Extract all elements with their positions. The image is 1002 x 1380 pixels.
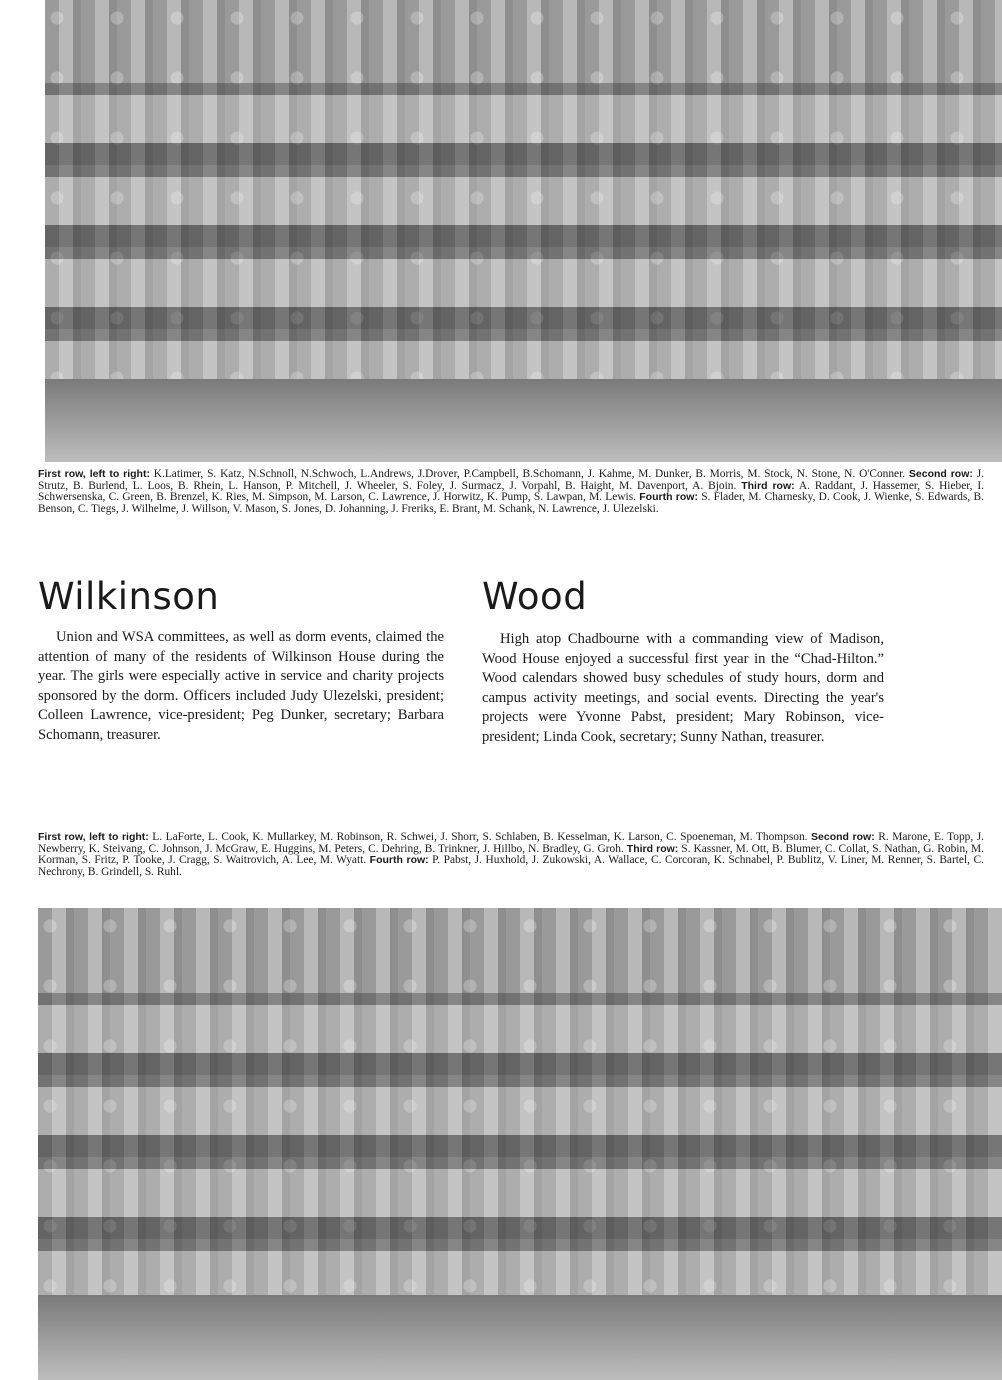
caption-label: First row, left to right: [38,468,150,480]
caption-label: Third row: [741,479,795,492]
caption-first-row: K.Latimer, S. Katz, N.Schnoll, N.Schwoch, L.Andrews, J.Drover, P.Campbell, B.Schomann, J. Kahme, M. Dunker, B. Morris, M. Stock, N. Stone, N. O'Conner. [149,468,906,480]
caption-second-row: J. Strutz, B. Burlend, L. Loos, B. Rhein, L. Hanson, P. Mitchell, J. Wheeler, S. Foley, J. Surmacz, J. Vorpahl, B. Haight, M. Davenport, A. Bjoin. [38,468,984,492]
wood-caption [38,832,984,878]
photo-floor [38,1295,1002,1380]
wood-group-photo [38,908,1002,1380]
caption-label: First row, left to right: [38,831,149,843]
wood-heading: Wood [482,575,588,618]
caption-fourth-row: S. Flader, M. Charnesky, D. Cook, J. Wienke, S. Edwards, B. Benson, C. Tiegs, J. Wilhelme, J. Willson, V. Mason, S. Jones, D. Johanning, J. Freriks, E. Brant, M. Schank, N. Lawrence, J. Ulezelski. [38,491,984,515]
wilkinson-group-photo [45,0,1002,462]
wilkinson-heading: Wilkinson [38,575,220,618]
caption-label: Third row: [626,842,679,855]
photo-floor [45,379,1002,462]
caption-label: Fourth row: [639,491,698,504]
wilkinson-body: Union and WSA committees, as well as dorm events, claimed the attention of many of the residents of Wilkinson House during the year. The girls were especially active in service and charity projects sponsored by the dorm. Officers included Judy Ulezelski, president; Colleen Lawrence, vice-president; Peg Dunker, secretary; Barbara Schomann, treasurer. [38,629,444,743]
caption-first-row: L. LaForte, L. Cook, K. Mullarkey, M. Robinson, R. Schwei, J. Shorr, S. Schlaben, B. Kesselman, K. Larson, C. Spoeneman, M. Thompson. [148,831,808,843]
caption-third-row: A. Raddant, J. Hassemer, S. Hieber, I. Schwersenska, C. Green, B. Brenzel, K. Ries, M. Simpson, M. Larson, C. Lawrence, J. Horwitz, K. Pump, S. Lawpan, M. Lewis. [38,479,984,504]
caption-label: Fourth row: [369,854,429,867]
caption-second-row: R. Marone, E. Topp, J. Newberry, K. Steivang, C. Johnson, J. McGraw, E. Huggins, M. Peters, C. Dehring, B. Trinkner, J. Hillbo, N. Bradley, G. Groh. [38,831,985,855]
wilkinson-caption [38,469,984,515]
caption-fourth-row: P. Pabst, J. Huxhold, J. Zukowski, A. Wallace, C. Corcoran, K. Schnabel, P. Bublitz, V. Liner, M. Renner, S. Bartel, C. Nechrony, B. Grindell, S. Ruhl. [38,854,984,878]
wood-body: High atop Chadbourne with a commanding view of Madison, Wood House enjoyed a successful first year in the “Chad-Hilton.” Wood calendars showed busy schedules of study hours, dorm and campus activity meetings, and social events. Directing the year's projects were Yvonne Pabst, president; Mary Robinson, vice-president; Linda Cook, secretary; Sunny Nathan, treasurer. [482,631,884,745]
caption-third-row: S. Kassner, M. Ott, B. Blumer, C. Collat, S. Nathan, G. Robin, M. Korman, S. Fritz, P. Tooke, J. Cragg, S. Waitrovich, A. Lee, M. Wyatt. [38,842,984,867]
caption-label: Second row: [811,831,875,843]
caption-label: Second row: [908,468,973,480]
